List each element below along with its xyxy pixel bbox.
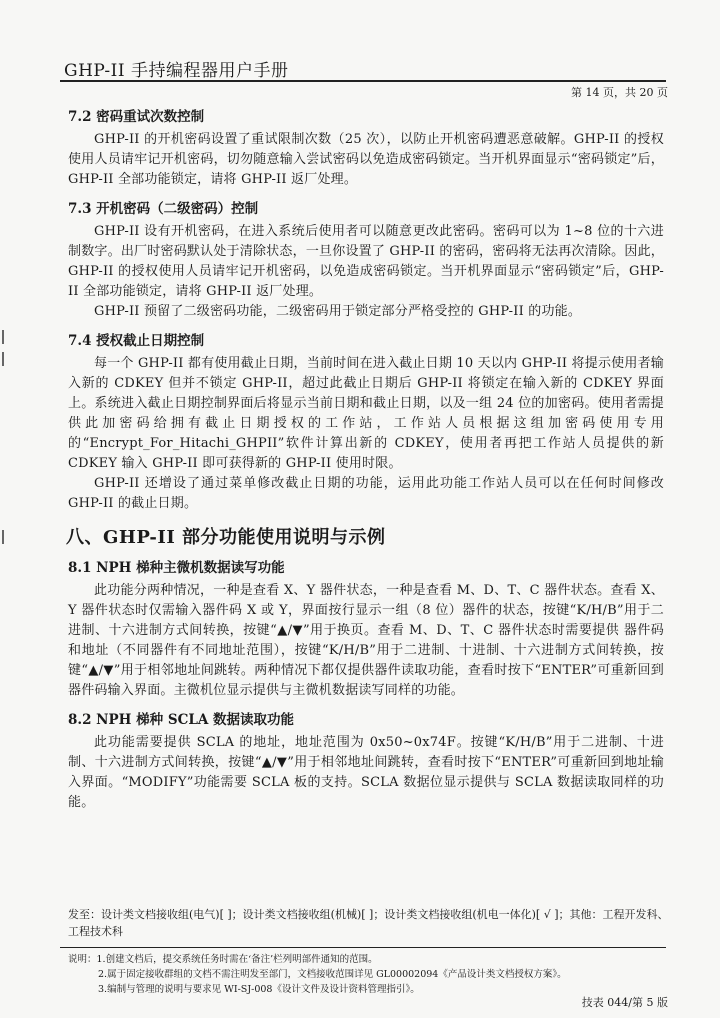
note-line: 说明：1.创建文档后，提交系统任务时需在‘备注’栏列明部件通知的范围。 (68, 954, 378, 965)
document-body (68, 98, 664, 813)
paragraph: GHP-II 的开机密码设置了重试限制次数（25 次），以防止开机密码遭恶意破解。GHP-II 的授权使用人员请牢记开机密码，切勿随意输入尝试密码以免造成密码锁定。当开机界面显示“密码锁定”后，GHP-II 全部功能锁定，请将 GHP-II 返厂处理。 (68, 132, 664, 187)
binding-mark (2, 330, 4, 344)
paragraph: 此功能分两种情况，一种是查看 X、Y 器件状态，一种是查看 M、D、T、C 器件状态。查看 X、Y 器件状态时仅需输入器件码 X 或 Y，界面按行显示一组（8 位）器件的状态，按键“K/H/B”用于二进制、十六进制方式间转换，按键“▲/▼”用于换页。查看 M、D、T、C 器件状态时需要提供 器件码和地址（不同器件有不同地址范围），按键“K/H/B”用于二进制、十进制、十六进制方式间转换，按键“▲/▼”用于相邻地址间跳转。两种情况下都仅提供器件读取功能，查看时按下“ENTER”可重新回到器件码输入界面。主微机位显示提供与主微机数据读写同样的功能。 (68, 583, 664, 698)
paragraph: GHP-II 预留了二级密码功能，二级密码用于锁定部分严格受控的 GHP-II 的功能。 (94, 304, 582, 319)
form-number: 技表 044/第 5 版 (581, 996, 668, 1009)
paragraph: 每一个 GHP-II 都有使用截止日期，当前时间在进入截止日期 10 天以内 GHP-II 将提示使用者输入新的 CDKEY 但并不锁定 GHP-II，超过此截止日期后 GHP-II 将锁定在输入新的 CDKEY 界面上。系统进入截止日期控制界面后将显示当前日期和截止日期，以及一组 24 位的加密码。使用者需提供此加密码给拥有截止日期授权的工作站，工作站人员根据这组加密码使用专用的“Encrypt_For_Hitachi_GHPII”软件计算出新的 CDKEY，使用者再把工作站人员提供的新 CDKEY 输入 GHP-II 即可获得新的 GHP-II 使用时限。 (68, 356, 664, 471)
paragraph: GHP-II 设有开机密码，在进入系统后使用者可以随意更改此密码。密码可以为 1~8 位的十六进制数字。出厂时密码默认处于清除状态，一旦你设置了 GHP-II 的密码，密码将无法再次清除。因此，GHP-II 的授权使用人员请牢记开机密码，以免造成密码锁定。当开机界面显示“密码锁定”后，GHP-II 全部功能锁定，请将 GHP-II 返厂处理。 (68, 224, 664, 299)
binding-mark (2, 352, 4, 366)
section-heading-7-4: 7.4 授权截止日期控制 (68, 333, 205, 349)
section-heading-7-3: 7.3 开机密码（二级密码）控制 (68, 201, 259, 217)
section-heading-8-1: 8.1 NPH 梯种主微机数据读写功能 (68, 560, 285, 576)
footer-notes (68, 952, 672, 997)
document-title: GHP-II 手持编程器用户手册 (64, 61, 289, 81)
section-heading-8-2: 8.2 NPH 梯种 SCLA 数据读取功能 (68, 712, 294, 728)
distribution-line: 发至：设计类文档接收组(电气)[ ]；设计类文档接收组(机械)[ ]；设计类文档接收组(机电一体化)[ √ ]；其他：工程开发科、工程技术科 (68, 908, 669, 938)
note-line: 2.属于固定接收群组的文档不需注明发至部门，文档接收范围详见 GL00002094《产品设计类文档授权方案》。 (98, 969, 567, 980)
header-rule (60, 80, 666, 82)
section-heading-7-2: 7.2 密码重试次数控制 (68, 109, 205, 125)
paragraph: 此功能需要提供 SCLA 的地址，地址范围为 0x50~0x74F。按键“K/H/B”用于二进制、十进制、十六进制方式间转换，按键“▲/▼”用于相邻地址间跳转，查看时按下“ENTER”可重新回到地址输入界面。“MODIFY”功能需要 SCLA 板的支持。SCLA 数据位显示提供与 SCLA 数据读取同样的功能。 (68, 735, 664, 810)
binding-mark (2, 530, 4, 544)
chapter-heading: 八、GHP-II 部分功能使用说明与示例 (66, 527, 386, 548)
note-line: 3.编制与管理的说明与要求见 WI-SJ-008《设计文件及设计资料管理指引》。 (98, 984, 420, 995)
footer-rule (60, 947, 666, 948)
paragraph: GHP-II 还增设了通过菜单修改截止日期的功能，运用此功能工作站人员可以在任何时间修改 GHP-II 的截止日期。 (68, 476, 664, 511)
page-number: 第 14 页，共 20 页 (571, 86, 668, 99)
